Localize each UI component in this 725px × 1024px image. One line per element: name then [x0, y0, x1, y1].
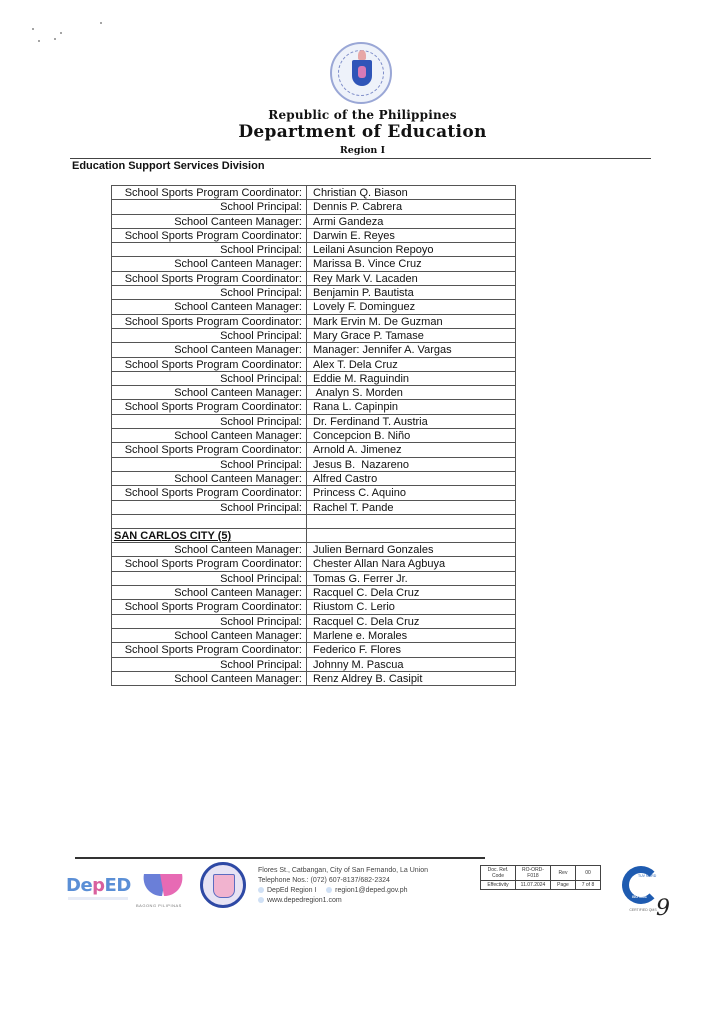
table-row [112, 543, 516, 557]
name-cell: Johnny M. Pascua [307, 657, 516, 671]
table-row [112, 500, 516, 514]
table-row [112, 314, 516, 328]
table-row [112, 343, 516, 357]
role-cell: School Sports Program Coordinator: [112, 643, 307, 657]
iso-top-text: TUV NORD [638, 874, 657, 878]
effectivity-value: 11.07.2024 [516, 881, 551, 890]
doc-ref-code-label: Doc. Ref. Code [481, 866, 516, 881]
table-row [112, 228, 516, 242]
website-link[interactable]: www.depedregion1.com [267, 897, 342, 904]
role-cell: School Principal: [112, 571, 307, 585]
table-row [112, 400, 516, 414]
document-reference-table [480, 865, 601, 890]
rev-value: 00 [576, 866, 601, 881]
name-cell: Alfred Castro [307, 471, 516, 485]
table-row [112, 371, 516, 385]
region-office-seal-icon [200, 862, 246, 908]
role-cell: School Canteen Manager: [112, 343, 307, 357]
name-cell: Rana L. Capinpin [307, 400, 516, 414]
role-cell: School Canteen Manager: [112, 543, 307, 557]
table-row [112, 443, 516, 457]
name-cell: Leilani Asuncion Repoyo [307, 243, 516, 257]
role-cell: School Sports Program Coordinator: [112, 271, 307, 285]
name-cell: Alex T. Dela Cruz [307, 357, 516, 371]
role-cell: School Canteen Manager: [112, 214, 307, 228]
role-cell: School Sports Program Coordinator: [112, 314, 307, 328]
role-cell: School Principal: [112, 286, 307, 300]
name-cell: Racquel C. Dela Cruz [307, 586, 516, 600]
name-cell: Manager: Jennifer A. Vargas [307, 343, 516, 357]
table-row [112, 257, 516, 271]
deped-logo-icon: DepED [66, 875, 131, 896]
table-row [112, 357, 516, 371]
name-cell: Darwin E. Reyes [307, 228, 516, 242]
table-row [112, 200, 516, 214]
name-cell: Chester Allan Nara Agbuya [307, 557, 516, 571]
name-cell: Lovely F. Dominguez [307, 300, 516, 314]
table-row [112, 286, 516, 300]
table-row [112, 628, 516, 642]
table-row [112, 328, 516, 342]
role-cell: School Sports Program Coordinator: [112, 486, 307, 500]
role-cell: School Principal: [112, 243, 307, 257]
role-cell: School Sports Program Coordinator: [112, 357, 307, 371]
name-cell: Federico F. Flores [307, 643, 516, 657]
table-row [112, 414, 516, 428]
role-cell: School Principal: [112, 457, 307, 471]
name-cell: Marlene e. Morales [307, 628, 516, 642]
role-cell: School Canteen Manager: [112, 628, 307, 642]
role-cell: School Canteen Manager: [112, 257, 307, 271]
role-cell: School Sports Program Coordinator: [112, 443, 307, 457]
blank-row [112, 514, 516, 528]
role-cell: School Canteen Manager: [112, 671, 307, 685]
handwritten-page-mark: 9 [656, 896, 670, 921]
division-title: Education Support Services Division [72, 160, 265, 172]
name-cell: Christian Q. Biason [307, 186, 516, 200]
name-cell: Benjamin P. Bautista [307, 286, 516, 300]
role-cell: School Principal: [112, 614, 307, 628]
role-cell: School Principal: [112, 657, 307, 671]
table-row [112, 471, 516, 485]
name-cell: Riustom C. Lerio [307, 600, 516, 614]
section-header-row [112, 528, 516, 542]
iso-bottom-text: ISO 9001 [632, 895, 647, 899]
name-cell: Racquel C. Dela Cruz [307, 614, 516, 628]
iso-cert-caption: CERTIFIED QMS [629, 908, 657, 912]
table-row [112, 386, 516, 400]
name-cell: Rachel T. Pande [307, 500, 516, 514]
name-cell: Julien Bernard Gonzales [307, 543, 516, 557]
table-row [112, 643, 516, 657]
name-cell: Dennis P. Cabrera [307, 200, 516, 214]
blank-cell [307, 528, 516, 542]
name-cell: Marissa B. Vince Cruz [307, 257, 516, 271]
role-cell: School Principal: [112, 200, 307, 214]
role-cell: School Sports Program Coordinator: [112, 557, 307, 571]
footer-divider [75, 857, 485, 859]
email-link[interactable]: region1@deped.gov.ph [335, 887, 408, 894]
section-title: SAN CARLOS CITY (5) [112, 528, 307, 542]
role-cell: School Canteen Manager: [112, 586, 307, 600]
role-cell: School Sports Program Coordinator: [112, 400, 307, 414]
table-row [112, 457, 516, 471]
table-row [112, 300, 516, 314]
name-cell: Rey Mark V. Lacaden [307, 271, 516, 285]
blank-cell [112, 514, 307, 528]
role-cell: School Principal: [112, 328, 307, 342]
facebook-icon [258, 887, 264, 893]
bagong-pilipinas-label: BAGONG PILIPINAS [136, 903, 182, 908]
name-cell: Princess C. Aquino [307, 486, 516, 500]
table-row [112, 600, 516, 614]
scan-specks [20, 28, 110, 58]
name-cell: Analyn S. Morden [307, 386, 516, 400]
telephone: Telephone Nos.: (072) 607-8137/682-2324 [258, 877, 390, 884]
role-cell: School Principal: [112, 500, 307, 514]
page-label: Page [551, 881, 576, 890]
name-cell: Mary Grace P. Tamase [307, 328, 516, 342]
table-row [112, 429, 516, 443]
web-icon [258, 897, 264, 903]
name-cell: Tomas G. Ferrer Jr. [307, 571, 516, 585]
table-row [112, 243, 516, 257]
name-cell: Renz Aldrey B. Casipit [307, 671, 516, 685]
bagong-pilipinas-logo-icon [142, 868, 184, 898]
blank-cell [307, 514, 516, 528]
table-row [112, 214, 516, 228]
table-row [112, 486, 516, 500]
table-row [112, 671, 516, 685]
role-cell: School Sports Program Coordinator: [112, 186, 307, 200]
table-row [112, 614, 516, 628]
role-cell: School Canteen Manager: [112, 429, 307, 443]
contact-block [258, 866, 428, 906]
department-heading: Department of Education [238, 122, 487, 142]
page-value: 7 of 8 [576, 881, 601, 890]
name-cell: Mark Ervin M. De Guzman [307, 314, 516, 328]
role-cell: School Principal: [112, 371, 307, 385]
name-cell: Concepcion B. Niño [307, 429, 516, 443]
rev-label: Rev [551, 866, 576, 881]
table-row [112, 271, 516, 285]
table-row [112, 657, 516, 671]
table-row [112, 186, 516, 200]
role-cell: School Sports Program Coordinator: [112, 600, 307, 614]
doc-ref-code-value: RO-ORD-F018 [516, 866, 551, 881]
role-cell: School Sports Program Coordinator: [112, 228, 307, 242]
facebook-link[interactable]: DepEd Region I [267, 887, 317, 894]
iso-certification-logo-icon [622, 866, 660, 904]
name-cell: Eddie M. Raguindin [307, 371, 516, 385]
region-heading: Region I [339, 145, 386, 156]
role-cell: School Canteen Manager: [112, 386, 307, 400]
name-cell: Armi Gandeza [307, 214, 516, 228]
table-row [112, 571, 516, 585]
effectivity-label: Effectivity [481, 881, 516, 890]
table-row [112, 586, 516, 600]
email-icon [326, 887, 332, 893]
name-cell: Jesus B. Nazareno [307, 457, 516, 471]
role-cell: School Canteen Manager: [112, 300, 307, 314]
deped-seal-icon [330, 42, 392, 104]
name-cell: Dr. Ferdinand T. Austria [307, 414, 516, 428]
republic-heading: Republic of the Philippines [268, 108, 457, 122]
address: Flores St., Catbangan, City of San Fernando, La Union [258, 867, 429, 874]
header-divider [70, 158, 651, 159]
name-cell: Arnold A. Jimenez [307, 443, 516, 457]
table-row [112, 557, 516, 571]
roster-table [111, 185, 516, 686]
role-cell: School Principal: [112, 414, 307, 428]
role-cell: School Canteen Manager: [112, 471, 307, 485]
